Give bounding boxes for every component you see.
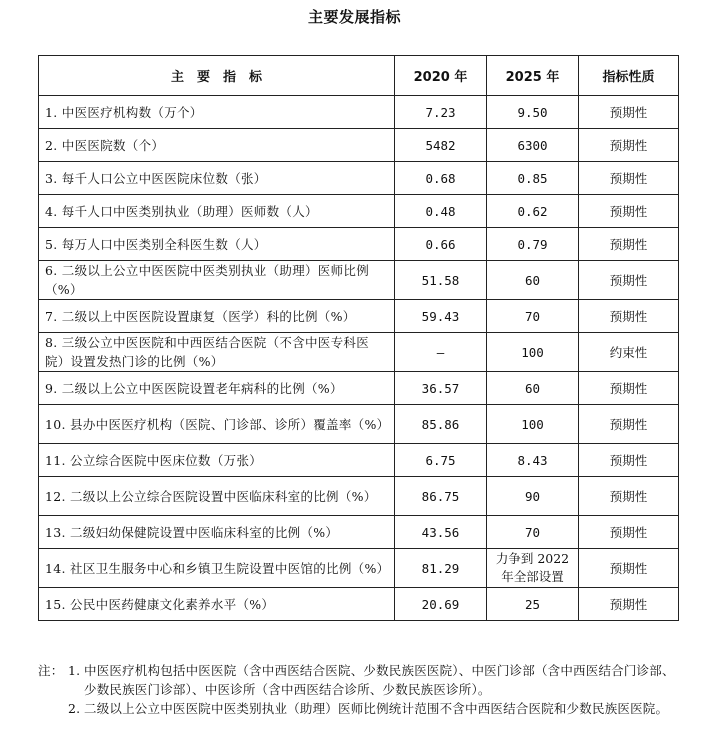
value-2020: 43.56 xyxy=(395,516,487,549)
indicator-nature: 预期性 xyxy=(579,444,679,477)
value-2020: 59.43 xyxy=(395,300,487,333)
indicator-nature: 预期性 xyxy=(579,549,679,588)
value-2020: 0.68 xyxy=(395,162,487,195)
table-row xyxy=(39,162,679,195)
table-row xyxy=(39,96,679,129)
indicator-name: 8. 三级公立中医医院和中西医结合医院（不含中医专科医院）设置发热门诊的比例（%） xyxy=(39,333,395,372)
indicator-nature: 预期性 xyxy=(579,228,679,261)
value-2025: 0.62 xyxy=(487,195,579,228)
note-item xyxy=(38,699,678,718)
indicator-name: 13. 二级妇幼保健院设置中医临床科室的比例（%） xyxy=(39,516,395,549)
indicator-name: 10. 县办中医医疗机构（医院、门诊部、诊所）覆盖率（%） xyxy=(39,405,395,444)
value-2020: 6.75 xyxy=(395,444,487,477)
header-indicator: 主 要 指 标 xyxy=(39,56,395,96)
value-2025: 90 xyxy=(487,477,579,516)
header-nature: 指标性质 xyxy=(579,56,679,96)
value-2020: 51.58 xyxy=(395,261,487,300)
indicator-name: 14. 社区卫生服务中心和乡镇卫生院设置中医馆的比例（%） xyxy=(39,549,395,588)
indicator-name: 2. 中医医院数（个） xyxy=(39,129,395,162)
value-2020: 7.23 xyxy=(395,96,487,129)
table-row xyxy=(39,549,679,588)
table-row xyxy=(39,333,679,372)
indicator-name: 3. 每千人口公立中医医院床位数（张） xyxy=(39,162,395,195)
value-2020: 85.86 xyxy=(395,405,487,444)
indicator-nature: 预期性 xyxy=(579,405,679,444)
table-row xyxy=(39,195,679,228)
table-row xyxy=(39,129,679,162)
value-2025: 60 xyxy=(487,372,579,405)
page-title: 主要发展指标 xyxy=(307,8,401,26)
value-2025: 力争到 2022 年全部设置 xyxy=(487,549,579,588)
value-2020: 20.69 xyxy=(395,588,487,621)
indicator-nature: 预期性 xyxy=(579,195,679,228)
indicator-name: 7. 二级以上中医医院设置康复（医学）科的比例（%） xyxy=(39,300,395,333)
indicator-nature: 预期性 xyxy=(579,300,679,333)
indicator-nature: 预期性 xyxy=(579,96,679,129)
indicator-nature: 预期性 xyxy=(579,588,679,621)
value-2025: 6300 xyxy=(487,129,579,162)
table-header-row xyxy=(39,56,679,96)
indicator-name: 5. 每万人口中医类别全科医生数（人） xyxy=(39,228,395,261)
table-row xyxy=(39,261,679,300)
indicator-name: 9. 二级以上公立中医医院设置老年病科的比例（%） xyxy=(39,372,395,405)
header-2020: 2020 年 xyxy=(395,56,487,96)
header-2025: 2025 年 xyxy=(487,56,579,96)
note-number: 1. xyxy=(68,663,81,678)
table-row xyxy=(39,228,679,261)
note-number: 2. xyxy=(68,701,81,716)
table-row xyxy=(39,372,679,405)
value-2025: 100 xyxy=(487,405,579,444)
value-2025: 25 xyxy=(487,588,579,621)
indicator-nature: 预期性 xyxy=(579,372,679,405)
value-2025: 0.85 xyxy=(487,162,579,195)
note-text: 中医医疗机构包括中医医院（含中西医结合医院、少数民族医医院）、中医门诊部（含中西医结合门诊部、少数民族医门诊部）、中医诊所（含中西医结合诊所、少数民族医诊所）。 xyxy=(84,663,675,697)
value-2020: 5482 xyxy=(395,129,487,162)
indicator-name: 1. 中医医疗机构数（万个） xyxy=(39,96,395,129)
note-text: 二级以上公立中医医院中医类别执业（助理）医师比例统计范围不含中西医结合医院和少数民族医医院。 xyxy=(84,701,669,716)
value-2020: 0.48 xyxy=(395,195,487,228)
value-2025: 70 xyxy=(487,516,579,549)
value-2025: 70 xyxy=(487,300,579,333)
indicators-table xyxy=(38,55,679,621)
table-row xyxy=(39,300,679,333)
indicator-nature: 预期性 xyxy=(579,261,679,300)
indicator-name: 12. 二级以上公立综合医院设置中医临床科室的比例（%） xyxy=(39,477,395,516)
value-2020: 0.66 xyxy=(395,228,487,261)
indicator-nature: 预期性 xyxy=(579,477,679,516)
notes-section xyxy=(38,661,678,718)
indicator-name: 4. 每千人口中医类别执业（助理）医师数（人） xyxy=(39,195,395,228)
value-2025: 8.43 xyxy=(487,444,579,477)
indicator-name: 15. 公民中医药健康文化素养水平（%） xyxy=(39,588,395,621)
value-2020: 86.75 xyxy=(395,477,487,516)
value-2025: 0.79 xyxy=(487,228,579,261)
value-2025: 60 xyxy=(487,261,579,300)
table-row xyxy=(39,405,679,444)
value-2025: 9.50 xyxy=(487,96,579,129)
value-2020: — xyxy=(395,333,487,372)
note-item xyxy=(38,661,678,699)
indicator-nature: 预期性 xyxy=(579,516,679,549)
indicator-nature: 预期性 xyxy=(579,162,679,195)
value-2025: 100 xyxy=(487,333,579,372)
indicator-name: 6. 二级以上公立中医医院中医类别执业（助理）医师比例（%） xyxy=(39,261,395,300)
table-row xyxy=(39,588,679,621)
table-row xyxy=(39,516,679,549)
value-2020: 36.57 xyxy=(395,372,487,405)
indicator-nature: 约束性 xyxy=(579,333,679,372)
value-2020: 81.29 xyxy=(395,549,487,588)
indicator-nature: 预期性 xyxy=(579,129,679,162)
table-row xyxy=(39,477,679,516)
table-row xyxy=(39,444,679,477)
notes-label: 注： xyxy=(38,663,64,678)
indicator-name: 11. 公立综合医院中医床位数（万张） xyxy=(39,444,395,477)
